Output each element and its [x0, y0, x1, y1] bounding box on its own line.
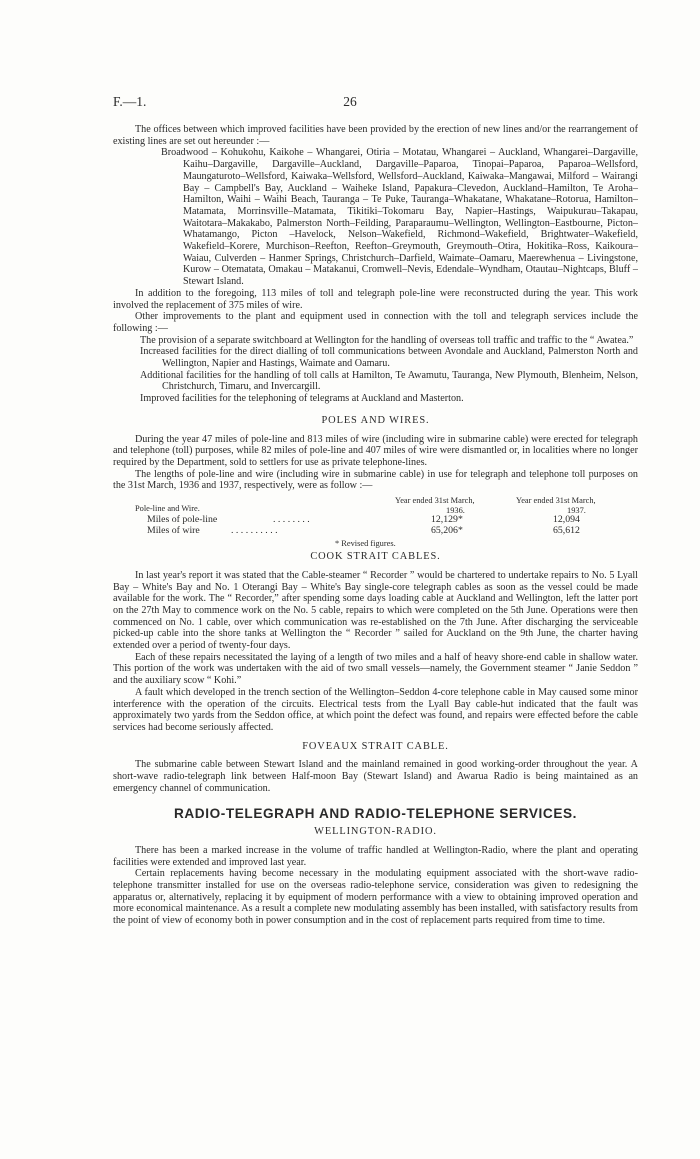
document-reference: F.—1. — [113, 94, 147, 109]
radio-paragraph-1: There has been a marked increase in the volume of traffic handled at Wellington-Radio, where the plant and operating facilities were extended and improved last year. — [113, 844, 638, 868]
table-header-label: Pole-line and Wire. — [135, 504, 200, 514]
intro-paragraph: The offices between which improved facilities have been provided by the erection of new lines and/or the rearrangement of existing lines are set out hereunder :— — [113, 124, 638, 147]
table-header-1936-a: Year ended 31st March, — [395, 496, 475, 506]
poles-heading: POLES AND WIRES. — [321, 414, 430, 426]
table-footnote: * Revised figures. — [335, 539, 396, 549]
table-cell-1936: 65,206* — [431, 525, 463, 537]
table-header-1937-b: 1937. — [567, 506, 586, 516]
radio-heading: RADIO-TELEGRAPH AND RADIO-TELEPHONE SERVICES. — [173, 806, 578, 822]
improvement-item: Increased facilities for the direct dialling of toll communications between Avondale and Auckland, Palmerston North and Wellington, Napier and Hastings, Waimate and Oamaru. — [140, 346, 638, 370]
offices-list: Broadwood – Kohukohu, Kaikohe – Whangarei, Otiria – Motatau, Whangarei – Auckland, Whangarei–Dargaville, Kaihu–Dargaville, Dargaville–Auckland, Dargaville–Paparoa, Tinopai–Paparoa, Paparoa–Wellsford, Maungaturoto–Wellsford, Kaiwaka–Wellsford, Wellsford–Auckland, Kaiwaka–Mangawai, Milford – Wairangi Bay – Campbell's Bay, Auckland – Waiheke Island, Papakura–Clevedon, Auckland–Hamilton, Te Aroha–Hamilton, Waihi – Waihi Beach, Tauranga – Te Puke, Tauranga–Whakatane, Whakatane–Rotorua, Hamilton–Matamata, Morrinsville–Matamata, Tikitiki–Tokomaru Bay, Napier–Hastings, Waipukurau–Takapau, Waitotara–Makakabo, Palmerston North–Feilding, Paraparaumu–Wellington, Wellington–Eastbourne, Picton–Whatamango, Picton –Havelock, Nelson–Wakefield, Richmond–Wakefield, Brightwater–Wakefield, Wakefield–Korere, Murchison–Reefton, Reefton–Greymouth, Greymouth–Otira, Hokitika–Ross, Kaikoura–Waiau, Culverden – Hanmer Springs, Christchurch–Darfield, Waimate–Oamaru, Maerewhenua – Livingstone, Kurow – Otematata, Omakau – Matakanui, Cromwell–Nevis, Edendale–Wyndham, Otautau–Nightcaps, Bluff – Stewart Island. — [161, 147, 638, 288]
wellington-radio-heading: WELLINGTON-RADIO. — [314, 826, 437, 838]
table-row-label: Miles of pole-line — [147, 514, 218, 526]
table-cell-1937: 65,612 — [553, 525, 580, 537]
page-number: 26 — [343, 94, 357, 109]
table-row-leader: . . . . . . . . . . — [231, 525, 278, 537]
improvement-item: Improved facilities for the telephoning of telegrams at Auckland and Masterton. — [140, 393, 464, 405]
table-cell-1937: 12,094 — [553, 514, 580, 526]
table-cell-1936: 12,129* — [431, 514, 463, 526]
table-header-1937-a: Year ended 31st March, — [516, 496, 596, 506]
cook-paragraph-2: Each of these repairs necessitated the laying of a length of two miles and a half of heavy shore-end cable in shallow water. This portion of the work was undertaken with the aid of two small vessels—namely, the Government steamer “ Janie Seddon ” and the auxiliary scow “ Kohi.” — [113, 651, 638, 687]
cook-paragraph-3: A fault which developed in the trench section of the Wellington–Seddon 4-core telephone cable in May caused some minor interference with the operation of the circuits. Electrical tests from the Lyall Bay cable-hut indicated that the fault was approximately two yards from the Seddon office, at which point the defect was found, and repairs were effected before the cable services had become seriously affected. — [113, 686, 638, 733]
poles-paragraph-1: During the year 47 miles of pole-line and 813 miles of wire (including wire in submarine cable) were erected for telegraph and telephone (toll) purposes, while 82 miles of pole-line and 407 miles of wire were dismantled or, in localities where no longer required by the Department, sold to settlers for use as private telephone-lines. — [113, 433, 638, 468]
foveaux-paragraph: The submarine cable between Stewart Island and the mainland remained in good working-order throughout the year. A short-wave radio-telegraph link between Half-moon Bay (Stewart Island) and Awarua Radio is being maintained as an emergency channel of communication. — [113, 759, 638, 794]
page-header — [113, 94, 587, 114]
cook-paragraph-1: In last year's report it was stated that the Cable-steamer “ Recorder ” would be chartered to undertake repairs to No. 5 Lyall Bay – White's Bay and No. 1 Oterangi Bay – White's Bay single-core telegraph cables as soon as the vessel could be made available for the work. The “ Recorder,” after spending some days loading cable at Auckland and Wellington, left the latter port on the 27th May to commence work on the No. 5 cable, repairs to which were completed on the 5th June. Operations were then commenced on No. 1 cable, over which communication was re-established on the 7th June. After discharging the serviceable picked-up cable into the shore tanks at Wellington the “ Recorder ” sailed for Auckland on the 9th June, the charter having extended over a period of twenty-four days. — [113, 569, 638, 652]
foveaux-heading: FOVEAUX STRAIT CABLE. — [302, 740, 449, 752]
cook-strait-heading: COOK STRAIT CABLES. — [310, 551, 441, 563]
improvement-item: Additional facilities for the handling of toll calls at Hamilton, Te Awamutu, Tauranga, New Plymouth, Blenheim, Nelson, Christchurch, Timaru, and Invercargill. — [140, 369, 638, 393]
improvement-item: The provision of a separate switchboard at Wellington for the handling of overseas toll traffic and traffic to the “ Awatea.” — [140, 334, 634, 346]
radio-paragraph-2: Certain replacements having become necessary in the modulating equipment associated with the short-wave radio-telephone transmitter installed for use on the overseas radio-telephone service, consideration was given to redesigning the apparatus or, alternatively, replacing it by equipment of modern performance with a view to obtaining improved operation and more economical maintenance. As a result a complete new modulating assembly has been installed, with satisfactory results from the point of view of economy both in power consumption and in the cost of replacement parts required from time to time. — [113, 868, 638, 927]
table-row-leader: . . . . . . . . — [273, 514, 310, 526]
addition-paragraph: In addition to the foregoing, 113 miles of toll and telegraph pole-line were reconstructed during the year. This work involved the replacement of 375 miles of wire. — [113, 287, 638, 311]
poles-table — [113, 495, 638, 551]
page-body — [113, 124, 638, 927]
other-improvements-paragraph: Other improvements to the plant and equipment used in connection with the toll and telegraph services include the following :— — [113, 311, 638, 334]
table-row-label: Miles of wire — [147, 525, 200, 537]
poles-paragraph-2: The lengths of pole-line and wire (including wire in submarine cable) in use for telegraph and telephone toll purposes on the 31st March, 1936 and 1937, respectively, were as follow :— — [113, 468, 638, 492]
table-header-1936-b: 1936. — [446, 506, 465, 516]
